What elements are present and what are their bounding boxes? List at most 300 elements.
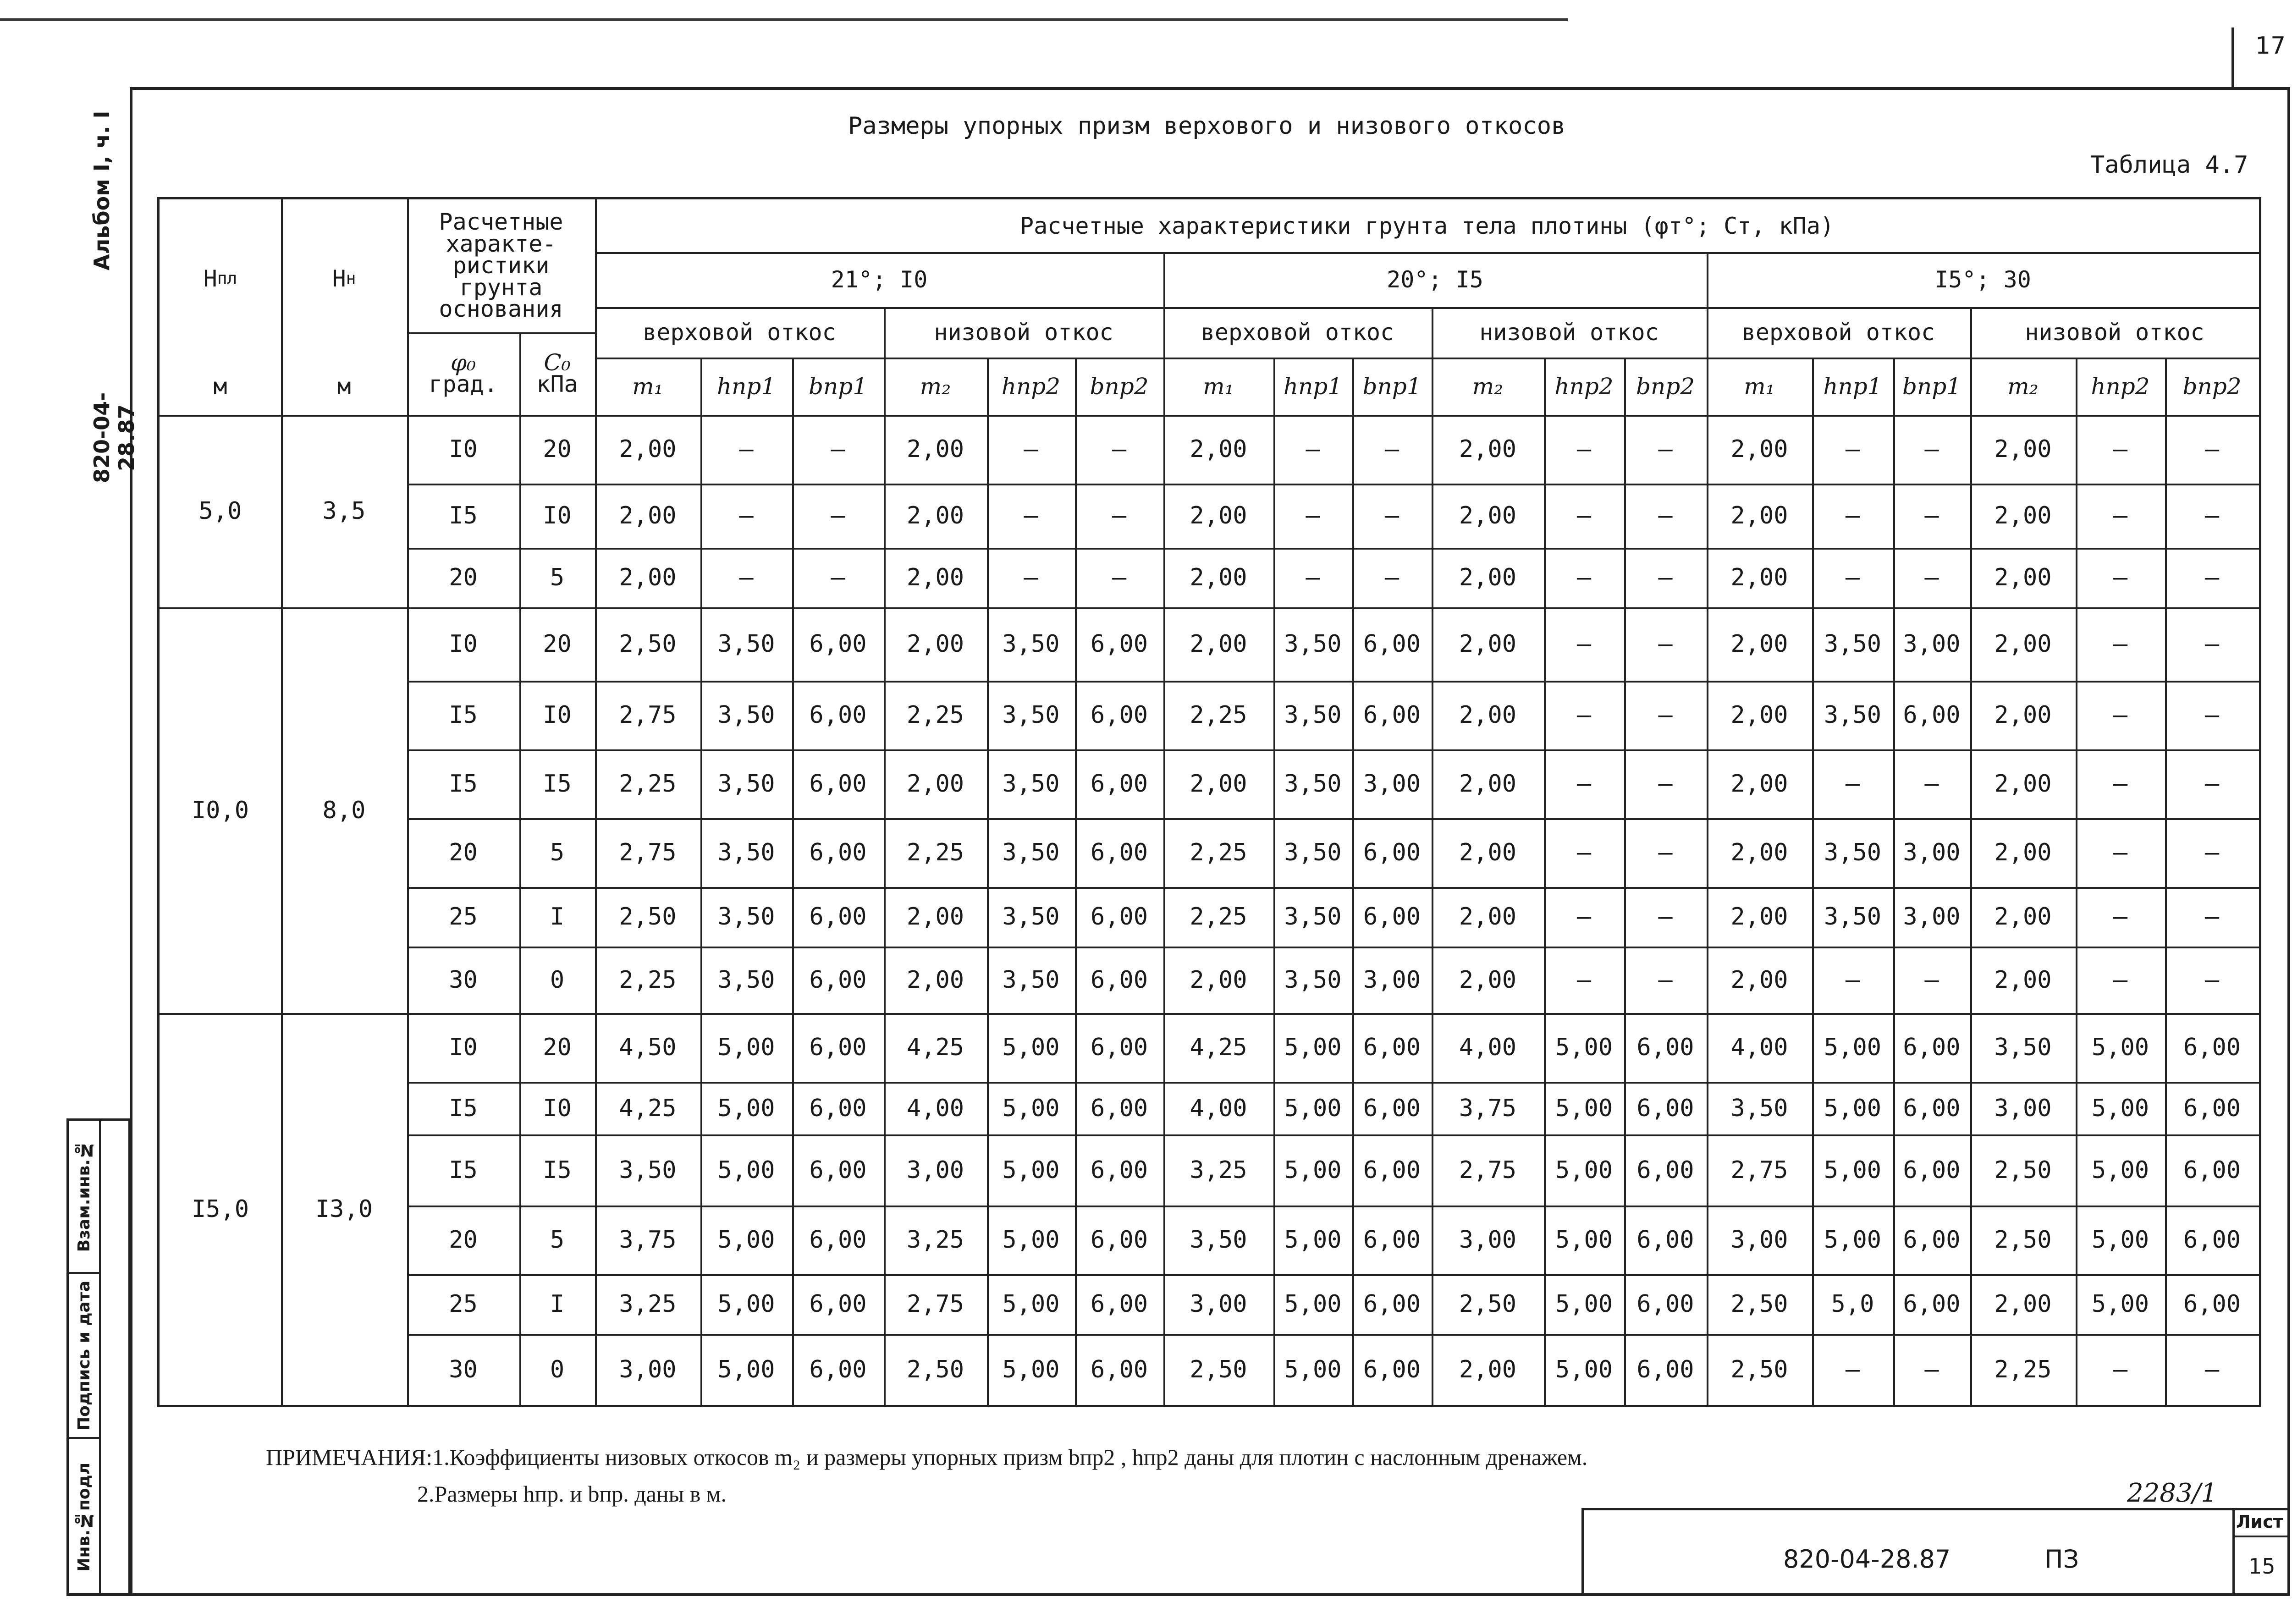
grid-line [407,947,2259,948]
table-cell: – [739,564,754,591]
phi0-symbol: φ₀ [450,349,476,376]
table-cell: 6,00 [1090,1094,1148,1122]
table-cell: 5,00 [1002,1094,1060,1122]
header-upstream-slope: верховой откос [1741,319,1935,346]
table-cell: 3,50 [717,966,775,994]
table-cell: 6,00 [1090,839,1148,866]
c0-value: I5 [543,1156,572,1184]
table-cell: 6,00 [809,966,867,994]
hn-symbol: H [332,265,346,292]
data-table [157,197,2261,1407]
table-cell: 2,75 [619,701,677,729]
table-cell: 3,75 [619,1226,677,1254]
table-cell: – [1576,564,1592,591]
grid-line [407,1206,2259,1207]
table-cell: 5,00 [1555,1290,1613,1318]
table-cell: 2,50 [1190,1355,1247,1383]
phi0-value: I0 [449,435,478,463]
header-param: bпр1 [1902,373,1961,400]
table-cell: – [2113,435,2128,463]
table-cell: 6,00 [1090,1034,1148,1061]
table-cell: 3,50 [1994,1034,2052,1061]
table-cell: – [1576,770,1592,798]
table-cell: 6,00 [1903,1290,1961,1318]
table-cell: 5,00 [1824,1156,1882,1184]
table-cell: 3,50 [717,839,775,866]
table-cell: – [2204,903,2220,930]
table-cell: 3,50 [717,630,775,658]
table-cell: 2,00 [1190,630,1247,658]
table-cell: 6,00 [1363,1226,1421,1254]
table-cell: 6,00 [1363,1355,1421,1383]
table-cell: 6,00 [2183,1034,2241,1061]
table-cell: 3,50 [619,1156,677,1184]
table-cell: – [2113,564,2128,591]
header-param: m₂ [2007,373,2039,400]
table-cell: – [2113,966,2128,994]
header-param: hпр2 [2091,373,2150,400]
top-rule [0,18,1568,21]
sheet-label: Лист [2236,1512,2283,1532]
table-cell: 3,50 [1002,966,1060,994]
table-cell: 4,00 [906,1094,964,1122]
grid-line [160,1013,2259,1015]
table-cell: – [1924,1355,1939,1383]
table-cell: 5,00 [1555,1094,1613,1122]
table-cell: – [1658,435,1673,463]
table-cell: – [1112,435,1127,463]
table-cell: 2,00 [1994,1290,2052,1318]
table-cell: 6,00 [1363,839,1421,866]
table-cell: 2,50 [1459,1290,1517,1318]
table-cell: – [1658,701,1673,729]
table-cell: 2,50 [1730,1355,1788,1383]
table-cell: – [831,502,845,529]
phi0-value: 30 [449,966,478,994]
table-cell: 3,50 [717,903,775,930]
hn-value: 3,5 [322,497,366,525]
table-cell: – [2113,839,2128,866]
table-cell: – [1024,435,1038,463]
table-cell: 2,00 [1730,435,1788,463]
header-param: m₁ [632,373,663,400]
table-cell: – [2204,502,2220,529]
table-cell: – [1306,564,1320,591]
table-cell: 2,00 [1994,839,2052,866]
grid-line [1352,358,1354,1405]
table-cell: – [1924,770,1939,798]
header-downstream-slope: низовой откос [2025,319,2204,346]
table-cell: 6,00 [1636,1226,1694,1254]
header-param: bпр1 [1362,373,1421,400]
grid-line [407,1334,2259,1336]
grid-line [1812,358,1814,1405]
table-cell: 6,00 [2183,1094,2241,1122]
table-cell: – [1576,435,1592,463]
table-cell: 3,50 [1824,630,1882,658]
hn-subscript: н [346,269,356,288]
grid-line [700,358,702,1405]
table-cell: 2,00 [906,770,964,798]
table-cell: – [1845,502,1860,529]
table-cell: 3,50 [1002,701,1060,729]
table-cell: 6,00 [1090,966,1148,994]
c0-value: 5 [550,564,565,591]
grid-line [160,607,2259,609]
table-cell: 2,50 [1994,1156,2052,1184]
table-cell: 2,25 [619,770,677,798]
table-cell: 5,00 [2091,1034,2149,1061]
table-cell: 3,50 [1284,903,1342,930]
base-soil-line: характе- [446,230,556,257]
table-cell: 2,00 [1459,1355,1517,1383]
table-cell: 3,50 [1002,770,1060,798]
table-cell: – [1306,435,1320,463]
table-cell: – [1384,435,1399,463]
c0-value: 5 [550,1226,565,1254]
stamp-label: Инв.№подл [74,1462,94,1572]
grid-line [407,887,2259,889]
table-cell: 5,00 [717,1226,775,1254]
table-cell: – [739,435,754,463]
table-cell: – [1576,701,1592,729]
table-cell: 6,00 [1090,1355,1148,1383]
base-soil-line: ристики [452,252,550,279]
table-cell: 3,00 [1903,630,1961,658]
table-cell: – [2113,701,2128,729]
table-cell: 6,00 [1903,1226,1961,1254]
stamp-label: Подпись и дата [74,1280,94,1431]
grid-line [595,307,2259,309]
table-cell: – [1576,630,1592,658]
phi0-value: 20 [449,1226,478,1254]
table-cell: – [2204,701,2220,729]
table-cell: 5,00 [1824,1226,1882,1254]
table-cell: 6,00 [809,701,867,729]
header-phi0 [407,332,519,415]
table-cell: 3,00 [1190,1290,1247,1318]
table-cell: 6,00 [1363,1034,1421,1061]
grid-line [407,749,2259,751]
table-cell: – [1845,770,1860,798]
table-cell: 6,00 [1363,630,1421,658]
grid-line [1432,307,1433,1405]
table-cell: 5,00 [1002,1355,1060,1383]
table-cell: 3,50 [1002,903,1060,930]
table-cell: 3,00 [1903,903,1961,930]
table-cell: – [739,502,754,529]
table-cell: 2,50 [906,1355,964,1383]
table-cell: 6,00 [1090,630,1148,658]
table-cell: 2,00 [1994,966,2052,994]
grid-line [1893,358,1895,1405]
grid-line [407,548,2259,550]
table-cell: – [831,564,845,591]
table-cell: 5,00 [717,1094,775,1122]
header-downstream-slope: низовой откос [934,319,1113,346]
table-cell: 3,50 [1284,701,1342,729]
table-cell: 6,00 [1636,1355,1694,1383]
table-cell: – [1384,564,1399,591]
table-cell: – [1658,630,1673,658]
table-cell: 2,25 [619,966,677,994]
table-cell: 2,00 [1994,502,2052,529]
table-cell: – [1845,966,1860,994]
table-cell: 2,00 [906,564,964,591]
table-cell: 5,00 [1284,1226,1342,1254]
table-cell: – [2113,903,2128,930]
phi0-unit: град. [429,371,498,397]
table-cell: 5,00 [1002,1226,1060,1254]
table-cell: 5,00 [717,1355,775,1383]
table-cell: 6,00 [1903,701,1961,729]
table-cell: 6,00 [1636,1290,1694,1318]
c0-value: I5 [543,770,572,798]
table-cell: 3,00 [906,1156,964,1184]
hpl-value: 5,0 [198,497,242,525]
table-cell: 2,75 [1459,1156,1517,1184]
table-cell: 5,00 [717,1290,775,1318]
table-cell: 5,00 [1824,1094,1882,1122]
phi0-value: 20 [449,839,478,866]
table-cell: 6,00 [1090,701,1148,729]
table-cell: – [2113,630,2128,658]
table-cell: 6,00 [1903,1156,1961,1184]
table-cell: 2,00 [1190,502,1247,529]
table-cell: 3,00 [1363,770,1421,798]
table-cell: – [1924,564,1939,591]
phi0-value: 30 [449,1355,478,1383]
table-cell: 6,00 [809,1156,867,1184]
doc-mark: ПЗ [2044,1545,2079,1574]
c0-value: 0 [550,966,565,994]
table-cell: 5,00 [1824,1034,1882,1061]
table-cell: 2,00 [1730,630,1788,658]
header-param: m₁ [1744,373,1775,400]
table-cell: 5,00 [2091,1226,2149,1254]
grid-line [407,1134,2259,1136]
hn-value: 8,0 [322,796,366,824]
table-cell: 6,00 [1090,1290,1148,1318]
table-cell: 6,00 [809,630,867,658]
header-hpl-unit: м [213,373,227,400]
table-cell: – [1845,1355,1860,1383]
table-cell: 6,00 [809,903,867,930]
table-cell: 3,25 [906,1226,964,1254]
table-cell: 3,75 [1459,1094,1517,1122]
grid-line [1707,252,1708,1405]
table-cell: 5,00 [1555,1226,1613,1254]
note-1: ПРИМЕЧАНИЯ:1.Коэффициенты низовых откосов m₂ и размеры упорных призм bпр2 , hпр2 даны для плотин с наслонным дренажем. [266,1444,1588,1470]
frame-bottom [66,1593,2290,1596]
header-upstream-slope: верховой откос [643,319,836,346]
table-cell: 2,00 [1730,966,1788,994]
c0-value: I0 [543,701,572,729]
doc-code: 820-04-28.87 [1783,1545,1951,1574]
table-cell: 6,00 [1903,1094,1961,1122]
table-cell: 6,00 [1636,1156,1694,1184]
phi0-value: I5 [449,770,478,798]
table-cell: – [1576,966,1592,994]
table-cell: 5,00 [1284,1034,1342,1061]
table-cell: 6,00 [809,770,867,798]
header-group-2: 20°; I5 [1387,266,1483,293]
header-param: m₂ [920,373,951,400]
c0-value: 5 [550,839,565,866]
header-param: m₂ [1472,373,1504,400]
hpl-subscript: пл [217,269,237,288]
table-cell: 3,50 [1284,630,1342,658]
table-cell: 6,00 [1090,903,1148,930]
table-cell: 2,00 [1994,630,2052,658]
table-cell: 5,00 [1284,1156,1342,1184]
phi0-value: I0 [449,1034,478,1061]
table-cell: – [831,435,845,463]
table-cell: – [1658,502,1673,529]
table-cell: 2,00 [1459,839,1517,866]
table-cell: – [1924,966,1939,994]
header-param: bпр2 [1636,373,1695,400]
order-number: 2283/1 [2127,1478,2218,1508]
table-cell: – [1306,502,1320,529]
table-cell: 5,00 [1002,1156,1060,1184]
table-cell: 2,00 [1459,630,1517,658]
table-cell: – [1658,564,1673,591]
table-cell: – [2204,770,2220,798]
header-param: m₁ [1203,373,1234,400]
table-cell: 2,50 [1730,1290,1788,1318]
table-cell: 6,00 [1636,1034,1694,1061]
table-cell: 3,25 [619,1290,677,1318]
table-cell: 2,00 [1459,435,1517,463]
base-soil-line: грунта [459,274,543,301]
table-cell: – [1024,502,1038,529]
grid-line [2076,358,2077,1405]
grid-line [884,307,886,1405]
table-cell: 6,00 [1363,701,1421,729]
table-cell: 4,25 [1190,1034,1247,1061]
header-upstream-slope: верховой откос [1201,319,1394,346]
album-label: Альбом I, ч. I [89,110,114,270]
table-cell: – [1384,502,1399,529]
phi0-value: I5 [449,502,478,529]
table-cell: 2,00 [1730,903,1788,930]
grid-line [595,252,2259,254]
grid-line [407,1082,2259,1084]
grid-line [519,332,521,1405]
page-title: Размеры упорных призм верхового и низового откосов [848,112,1566,140]
table-cell: 6,00 [809,1034,867,1061]
phi0-value: 25 [449,1290,478,1318]
corner-divider [2231,28,2234,87]
table-cell: 5,00 [1002,1290,1060,1318]
grid-line [1970,307,1972,1405]
table-cell: – [1576,839,1592,866]
table-cell: 6,00 [1090,1226,1148,1254]
grid-line [1273,358,1275,1405]
table-cell: 6,00 [1363,903,1421,930]
header-downstream-slope: низовой откос [1479,319,1659,346]
table-cell: 2,00 [1994,435,2052,463]
table-cell: – [1576,903,1592,930]
corner-page-number: 17 [2255,32,2286,60]
base-soil-line: основания [439,296,563,323]
stamp-column [69,1121,101,1593]
c0-symbol: C₀ [544,349,571,376]
table-cell: 2,25 [1190,839,1247,866]
table-cell: 3,50 [1190,1226,1247,1254]
frame-top [130,87,2289,90]
c0-value: 20 [543,630,572,658]
table-cell: 5,00 [2091,1156,2149,1184]
header-group-3: I5°; 30 [1934,266,2031,293]
table-cell: 3,50 [1002,839,1060,866]
table-cell: 2,00 [1994,903,2052,930]
stamp-cell-signature [69,1272,99,1437]
table-cell: – [2204,966,2220,994]
base-soil-line: Расчетные [439,209,563,236]
table-cell: 2,00 [906,966,964,994]
table-cell: 2,75 [1730,1156,1788,1184]
grid-line [407,681,2259,683]
table-cell: 2,00 [906,903,964,930]
table-cell: 3,50 [1284,966,1342,994]
table-cell: 2,00 [1459,903,1517,930]
table-cell: 2,25 [906,839,964,866]
stamp-cell-inventory [69,1437,99,1595]
frame-right [2287,87,2290,1595]
table-label: Таблица 4.7 [2090,151,2248,179]
table-cell: 3,50 [1002,630,1060,658]
table-cell: 2,00 [619,502,677,529]
header-param: hпр2 [1554,373,1614,400]
table-cell: 5,00 [1284,1355,1342,1383]
stamp-label: Взам.инв.№ [74,1140,94,1252]
table-cell: 3,50 [1824,903,1882,930]
stamp-cell-replaced [69,1121,99,1272]
table-cell: 2,00 [1459,966,1517,994]
table-cell: 2,00 [1459,564,1517,591]
table-cell: – [2204,839,2220,866]
table-cell: 2,00 [1190,770,1247,798]
table-cell: 2,00 [906,435,964,463]
table-cell: 4,00 [1459,1034,1517,1061]
table-cell: – [1658,839,1673,866]
header-group-1: 21°; I0 [831,266,928,293]
table-cell: 3,00 [1994,1094,2052,1122]
header-param: hпр1 [1283,373,1343,400]
table-cell: – [2113,502,2128,529]
table-cell: 2,00 [1730,502,1788,529]
table-cell: 2,00 [1994,564,2052,591]
table-cell: 3,25 [1190,1156,1247,1184]
table-cell: 2,00 [1730,770,1788,798]
table-cell: 3,50 [1824,839,1882,866]
table-cell: – [1924,502,1939,529]
table-cell: 2,25 [906,701,964,729]
grid-line [1624,358,1626,1405]
table-cell: 4,50 [619,1034,677,1061]
table-cell: 2,00 [619,564,677,591]
table-cell: – [1845,435,1860,463]
grid-line [2165,358,2167,1405]
table-cell: 2,25 [1190,701,1247,729]
hpl-value: I0,0 [191,796,249,824]
header-c0 [519,332,595,415]
table-cell: 2,00 [1190,966,1247,994]
table-cell: 6,00 [809,1290,867,1318]
table-cell: 5,00 [1002,1034,1060,1061]
